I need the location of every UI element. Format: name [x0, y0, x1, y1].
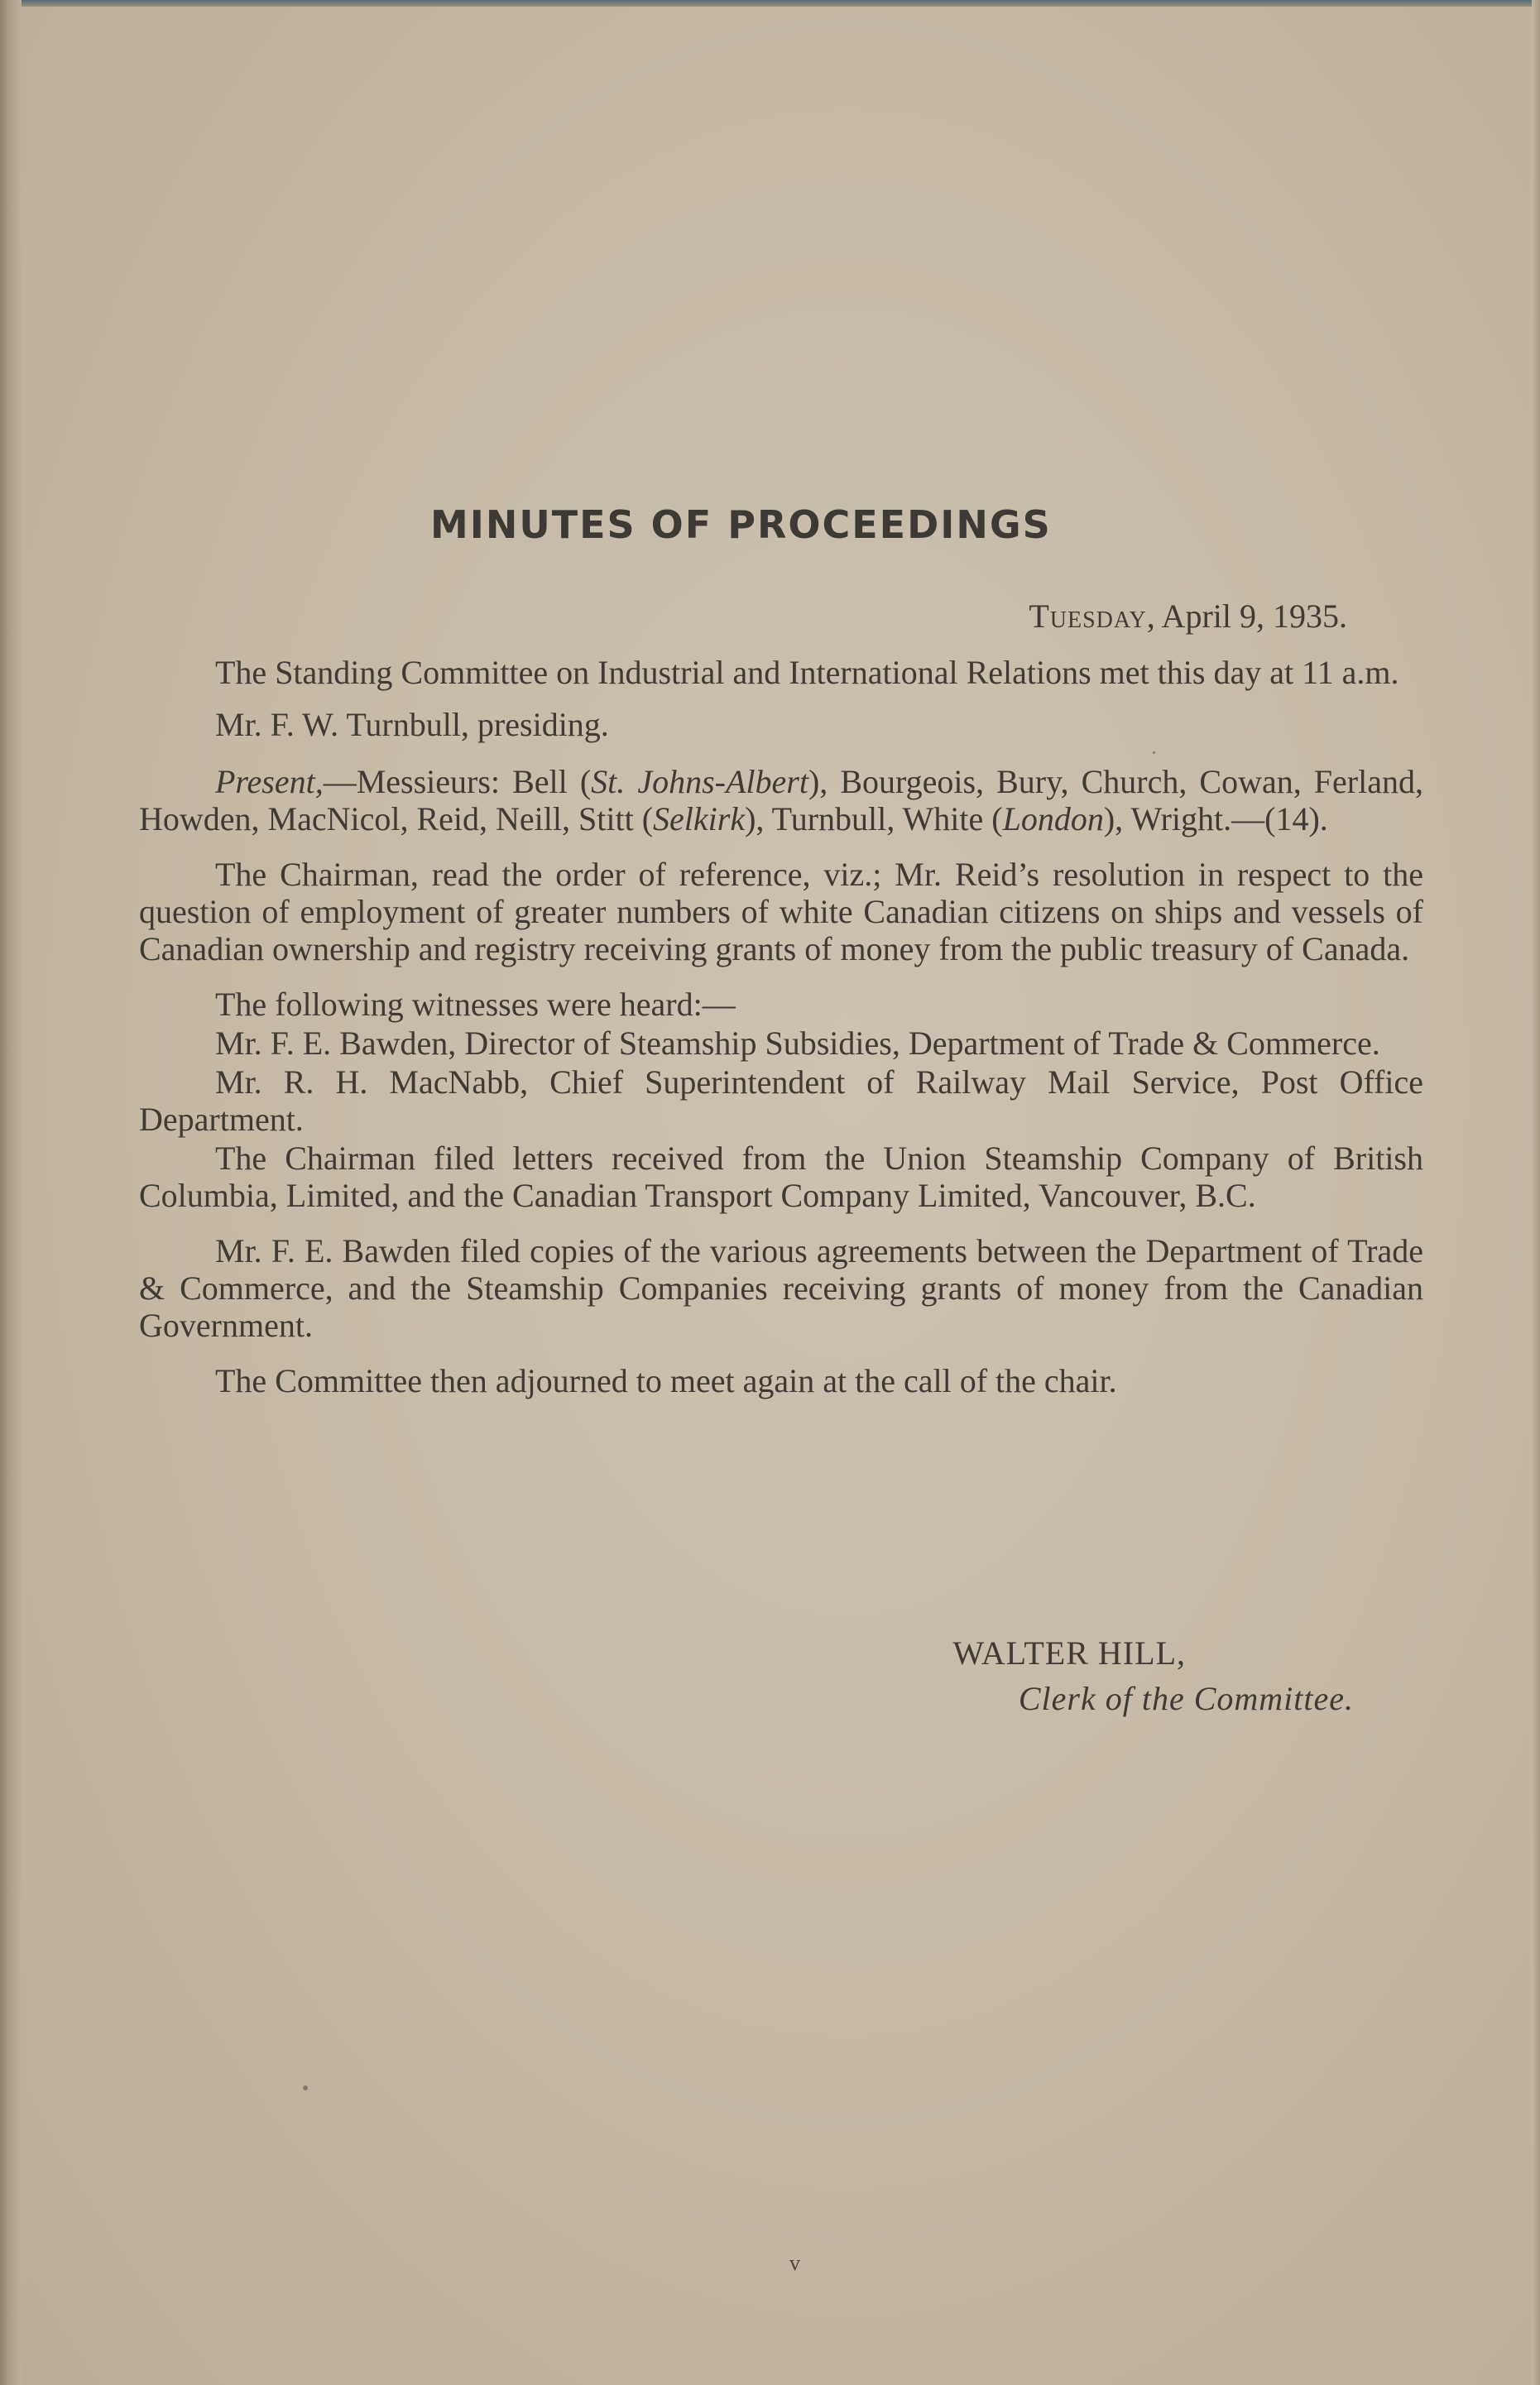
paragraph-presiding: Mr. F. W. Turnbull, presiding.: [215, 706, 609, 743]
meeting-day: Tuesday: [1029, 597, 1147, 635]
paragraph-letters-filed: The Chairman filed letters received from the Union Steamship Company of British Columbia, Limited, and the Canadian Transport Company Limited, Vancouver, B.C.: [139, 1140, 1423, 1214]
paragraph-agreements-filed: Mr. F. E. Bawden filed copies of the various agreements between the Department of Trade & Commerce, and the Steamship Companies receiving grants of money from the Canadian Government.: [139, 1232, 1423, 1344]
present-text-a: —Messieurs: Bell (: [323, 763, 592, 800]
meeting-date: [1029, 597, 1347, 635]
paragraph-witness-bawden: Mr. F. E. Bawden, Director of Steamship Subsidies, Department of Trade & Commerce.: [215, 1025, 1380, 1062]
paper-speck: [1153, 751, 1155, 754]
document-title: MINUTES OF PROCEEDINGS: [430, 502, 1052, 547]
present-text-c: ), Bourgeois, Bury, Church, Cowan, Ferland, Howden, MacNicol, Reid, Neill, Stitt (: [139, 763, 1423, 837]
page-top-edge: [0, 0, 1540, 7]
present-riding-2: Selkirk: [653, 800, 746, 837]
meeting-date-rest: , April 9, 1935.: [1146, 597, 1347, 635]
page-folio: v: [789, 2251, 800, 2275]
paper-speck: [303, 2085, 308, 2090]
page-right-edge: [1532, 0, 1540, 2385]
paragraph-present-members: [139, 763, 1423, 837]
paragraph-meeting-opened: The Standing Committee on Industrial and International Relations met this day at 11 a.m.: [215, 654, 1399, 691]
paragraph-adjourned: The Committee then adjourned to meet again at the call of the chair.: [215, 1362, 1117, 1399]
present-label: Present,: [215, 763, 324, 800]
paragraph-witness-macnabb: Mr. R. H. MacNabb, Chief Superintendent of Railway Mail Service, Post Office Department.: [139, 1063, 1423, 1138]
clerk-name: WALTER HILL,: [952, 1634, 1186, 1672]
paragraph-witnesses-heard: The following witnesses were heard:—: [215, 986, 736, 1023]
paragraph-order-of-reference: The Chairman, read the order of reference, viz.; Mr. Reid’s resolution in respect to the question of employment of greater numbers of white Canadian citizens on ships and vessels of Canadian ownership and registry receiving grants of money from the public treasury of Canada.: [139, 856, 1423, 967]
minutes-body-1: [139, 654, 1423, 1399]
present-riding-1: St. Johns-Albert: [591, 763, 808, 800]
clerk-title: Clerk of the Committee.: [1018, 1680, 1354, 1717]
page-binding-edge: [0, 0, 22, 2385]
present-text-g: ), Wright.—(14).: [1103, 800, 1328, 837]
present-riding-3: London: [1002, 800, 1104, 837]
present-text-e: ), Turnbull, White (: [745, 800, 1003, 837]
